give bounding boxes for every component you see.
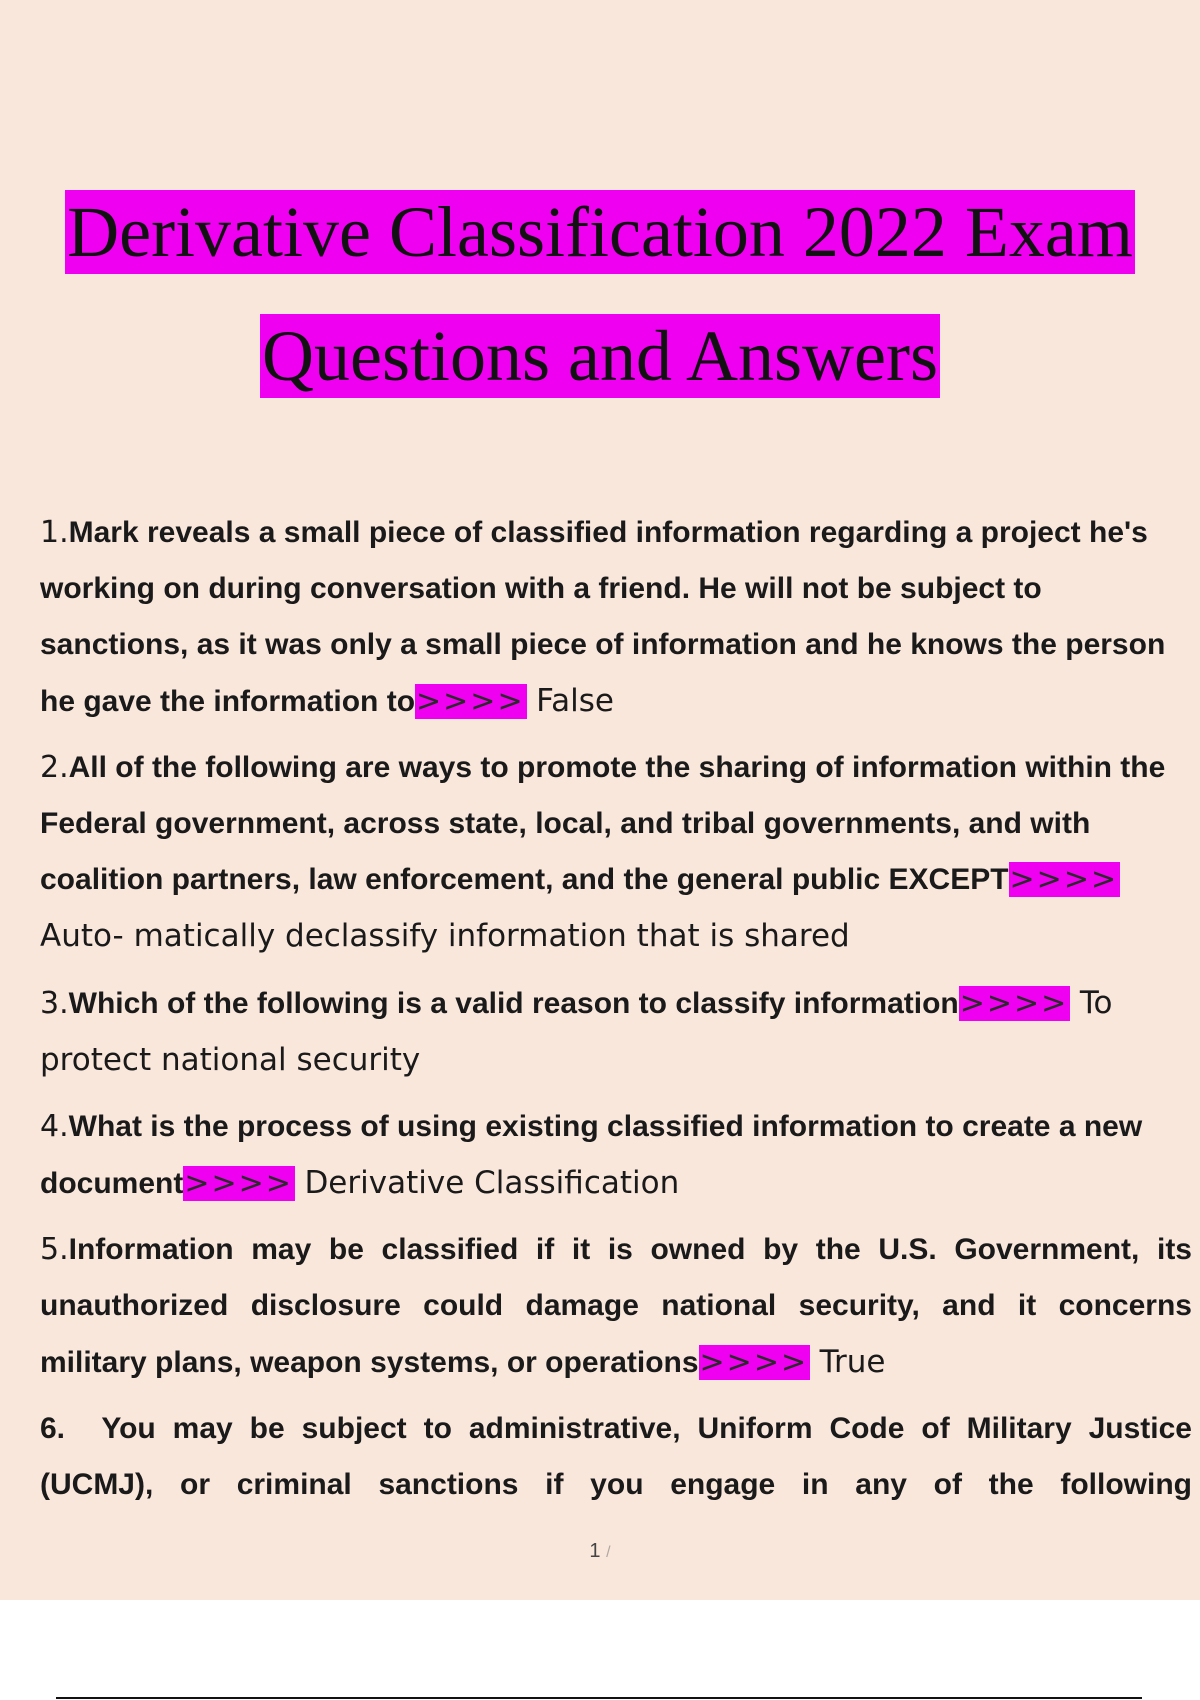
- answer-marker: >>>>: [416, 684, 525, 719]
- qa-list: [40, 505, 1192, 1523]
- answer-marker: >>>>: [1009, 862, 1119, 897]
- qa-item-2: [40, 740, 1192, 965]
- item-number: 2.: [40, 750, 69, 785]
- question-text: All of the following are ways to promote the sharing of information within the Federal government, across state, local, and tribal governments, and with coalition partners, law enforcement, and the general public EXCEPT: [40, 751, 1166, 896]
- answer-marker: >>>>: [184, 1166, 293, 1201]
- item-number: 3.: [40, 986, 69, 1021]
- page-number: [0, 1540, 1200, 1563]
- answer-text: Derivative Classification: [304, 1165, 680, 1201]
- qa-item-6: [40, 1401, 1192, 1513]
- answer-text: True: [819, 1344, 886, 1380]
- question-text: You may be subject to administrative, Uniform Code of Military Justice (UCMJ), or criminal sanctions if you engage in any of the following: [40, 1412, 1192, 1501]
- qa-item-3: [40, 975, 1192, 1089]
- document-title: [0, 190, 1200, 398]
- item-number: 4.: [40, 1109, 69, 1144]
- item-number: 6.: [40, 1412, 66, 1445]
- answer-text: To protect national security: [40, 985, 1113, 1078]
- question-text: Information may be classified if it is owned by the U.S. Government, its unauthorized disclosure could damage national security, and it concerns military plans, weapon systems, or operations: [40, 1233, 1192, 1379]
- qa-item-1: [40, 505, 1192, 730]
- qa-item-5: [40, 1222, 1192, 1391]
- answer-text: False: [536, 683, 614, 719]
- question-text: Mark reveals a small piece of classified information regarding a project he's working on during conversation with a friend. He will not be subject to sanctions, as it was only a small piece of information and he knows the person he gave the information to: [40, 516, 1166, 718]
- question-text: Which of the following is a valid reason to classify information: [68, 987, 959, 1020]
- item-number: 5.: [40, 1232, 69, 1267]
- answer-marker: >>>>: [699, 1345, 809, 1380]
- page-number-value: 1: [589, 1540, 601, 1562]
- answer-text: Auto- matically declassify information that is shared: [40, 918, 850, 954]
- question-text: What is the process of using existing classified information to create a new document: [40, 1110, 1143, 1200]
- title-line-1: Derivative Classification 2022 Exam: [67, 192, 1133, 272]
- title-line-2: Questions and Answers: [262, 316, 938, 396]
- qa-item-4: [40, 1099, 1192, 1212]
- item-number: 1.: [40, 515, 69, 550]
- page-bottom-rule: [56, 1697, 1142, 1699]
- page-number-suffix: /: [606, 1544, 611, 1561]
- answer-marker: >>>>: [959, 986, 1069, 1021]
